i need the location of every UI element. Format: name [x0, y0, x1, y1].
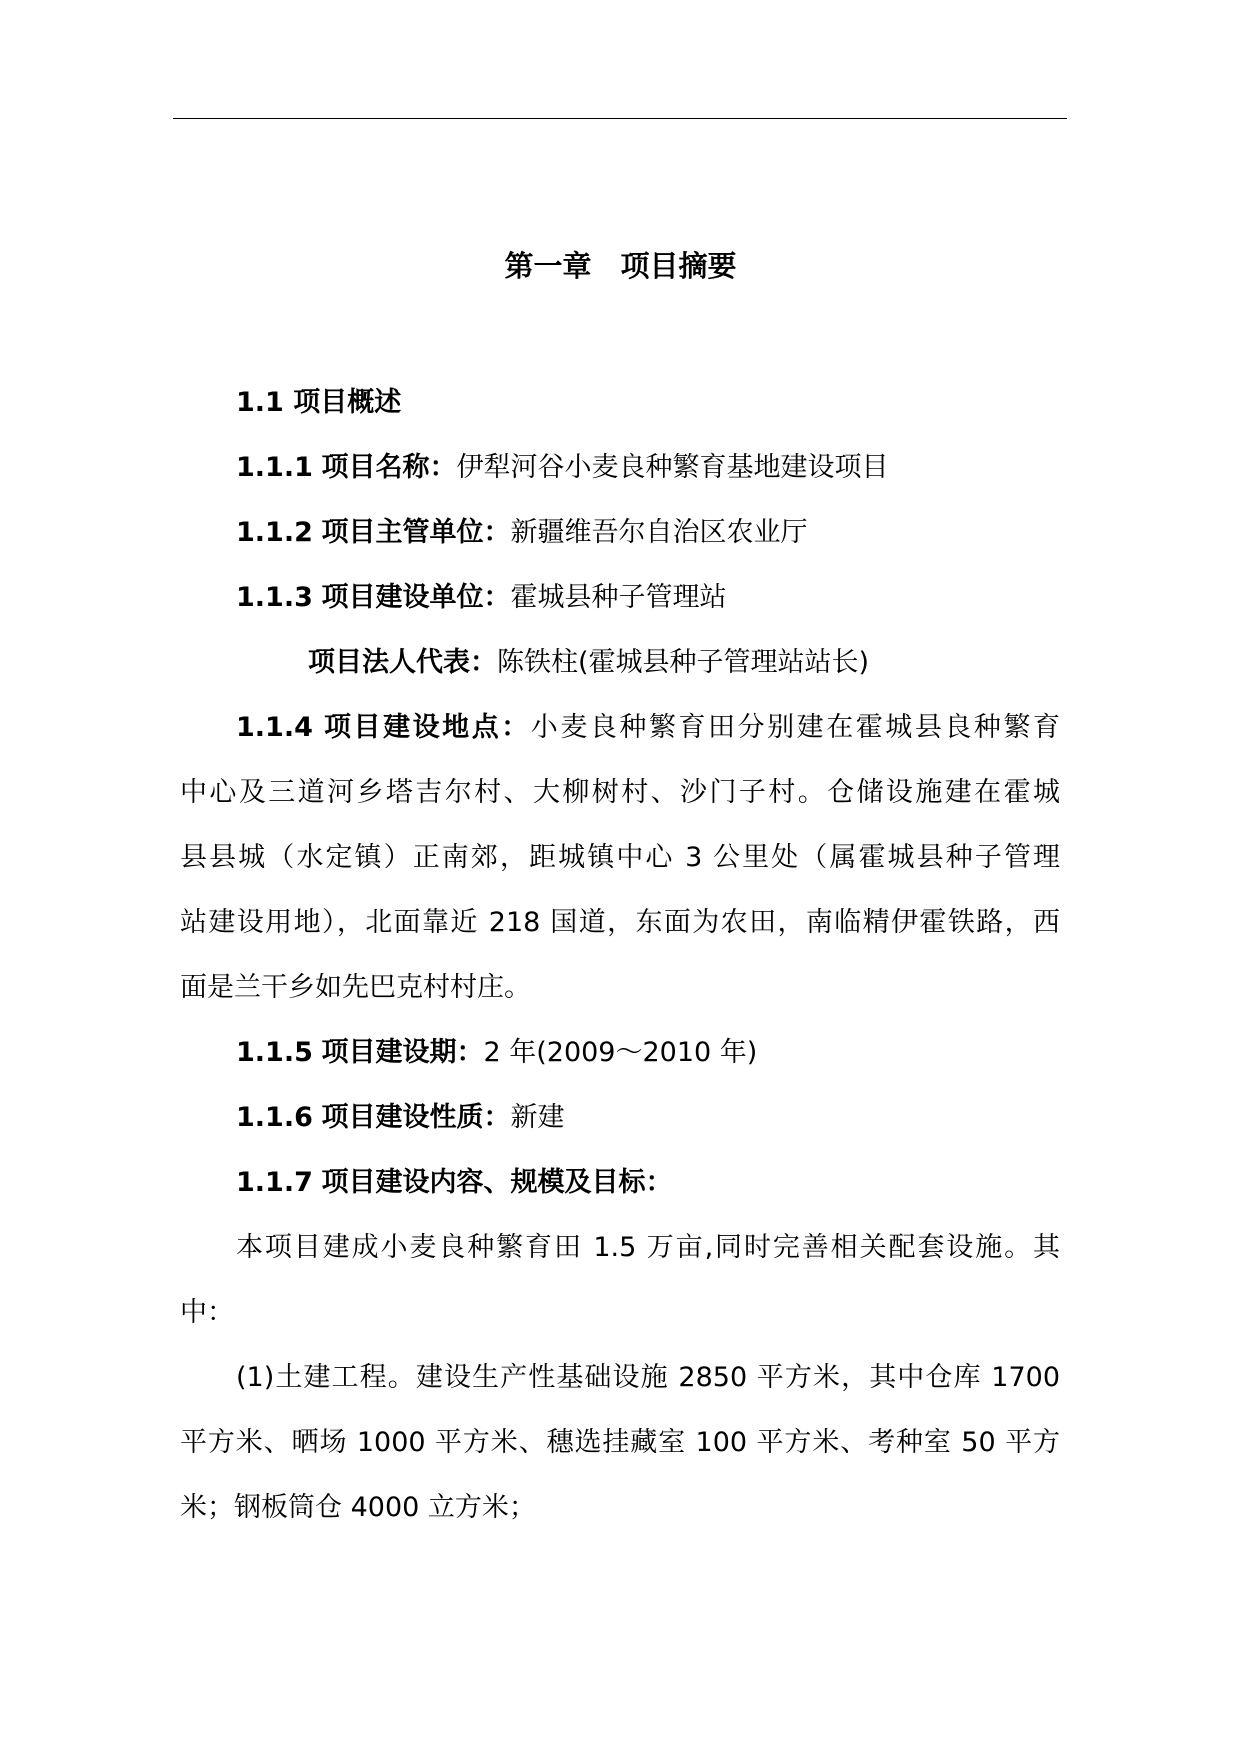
section-1-1-1 [180, 435, 1060, 500]
paragraph-line: 中： [180, 1297, 234, 1328]
field-label: 项目建设性质： [321, 1102, 511, 1133]
field-label: 项目名称： [321, 452, 457, 483]
paragraph-line: 县县城（水定镇）正南郊，距城镇中心 3 公里处（属霍城县种子管理 [180, 842, 1060, 873]
section-1-1-5 [180, 1020, 1060, 1085]
section-number: 1.1 [236, 387, 284, 418]
section-number: 1.1.4 [236, 712, 313, 743]
paragraph-line: 平方米、晒场 1000 平方米、穗选挂藏室 100 平方米、考种室 50 平方 [180, 1427, 1060, 1458]
chapter-title: 第一章 项目摘要 [504, 249, 737, 283]
section-1-1-heading [180, 370, 1060, 435]
paragraph-line: 本项目建成小麦良种繁育田 1.5 万亩,同时完善相关配套设施。其 [236, 1232, 1060, 1263]
section-number: 1.1.5 [236, 1037, 313, 1068]
field-value: 新建 [510, 1102, 565, 1133]
legal-representative [180, 630, 1060, 695]
section-1-1-4 [180, 695, 1060, 1020]
section-number: 1.1.3 [236, 582, 313, 613]
section-1-1-7 [180, 1150, 1060, 1215]
field-label: 项目主管单位： [321, 517, 511, 548]
field-label: 项目建设单位： [321, 582, 511, 613]
field-label: 项目法人代表： [308, 647, 497, 678]
field-label: 项目建设地点： [324, 712, 531, 743]
paragraph-line: 站建设用地），北面靠近 218 国道，东面为农田，南临精伊霍铁路，西 [180, 907, 1060, 938]
paragraph-line: 面是兰干乡如先巴克村村庄。 [180, 972, 531, 1003]
civil-works-paragraph [180, 1345, 1060, 1540]
field-value: 陈铁柱(霍城县种子管理站站长) [497, 647, 870, 678]
paragraph-line [180, 695, 1060, 760]
section-number: 1.1.2 [236, 517, 313, 548]
header-rule [173, 118, 1067, 119]
paragraph-line: (1)土建工程。建设生产性基础设施 2850 平方米，其中仓库 1700 [236, 1362, 1060, 1393]
section-1-1-6 [180, 1085, 1060, 1150]
paragraph-line: 米；钢板筒仓 4000 立方米； [180, 1492, 536, 1523]
field-value: 新疆维吾尔自治区农业厅 [510, 517, 808, 548]
field-label: 项目建设期： [321, 1037, 484, 1068]
section-title: 项目概述 [293, 387, 402, 418]
section-number: 1.1.7 [236, 1167, 313, 1198]
field-value: 小麦良种繁育田分别建在霍城县良种繁育 [530, 712, 1060, 743]
paragraph-line: 中心及三道河乡塔吉尔村、大柳树村、沙门子村。仓储设施建在霍城 [180, 777, 1060, 808]
section-number: 1.1.1 [236, 452, 313, 483]
field-value: 2 年(2009～2010 年) [483, 1037, 758, 1068]
field-value: 霍城县种子管理站 [510, 582, 727, 613]
section-1-1-3 [180, 565, 1060, 630]
section-number: 1.1.6 [236, 1102, 313, 1133]
field-label: 项目建设内容、规模及目标： [321, 1167, 673, 1198]
scope-paragraph [180, 1215, 1060, 1345]
field-value: 伊犁河谷小麦良种繁育基地建设项目 [456, 452, 889, 483]
section-1-1-2 [180, 500, 1060, 565]
document-body [180, 370, 1060, 1540]
